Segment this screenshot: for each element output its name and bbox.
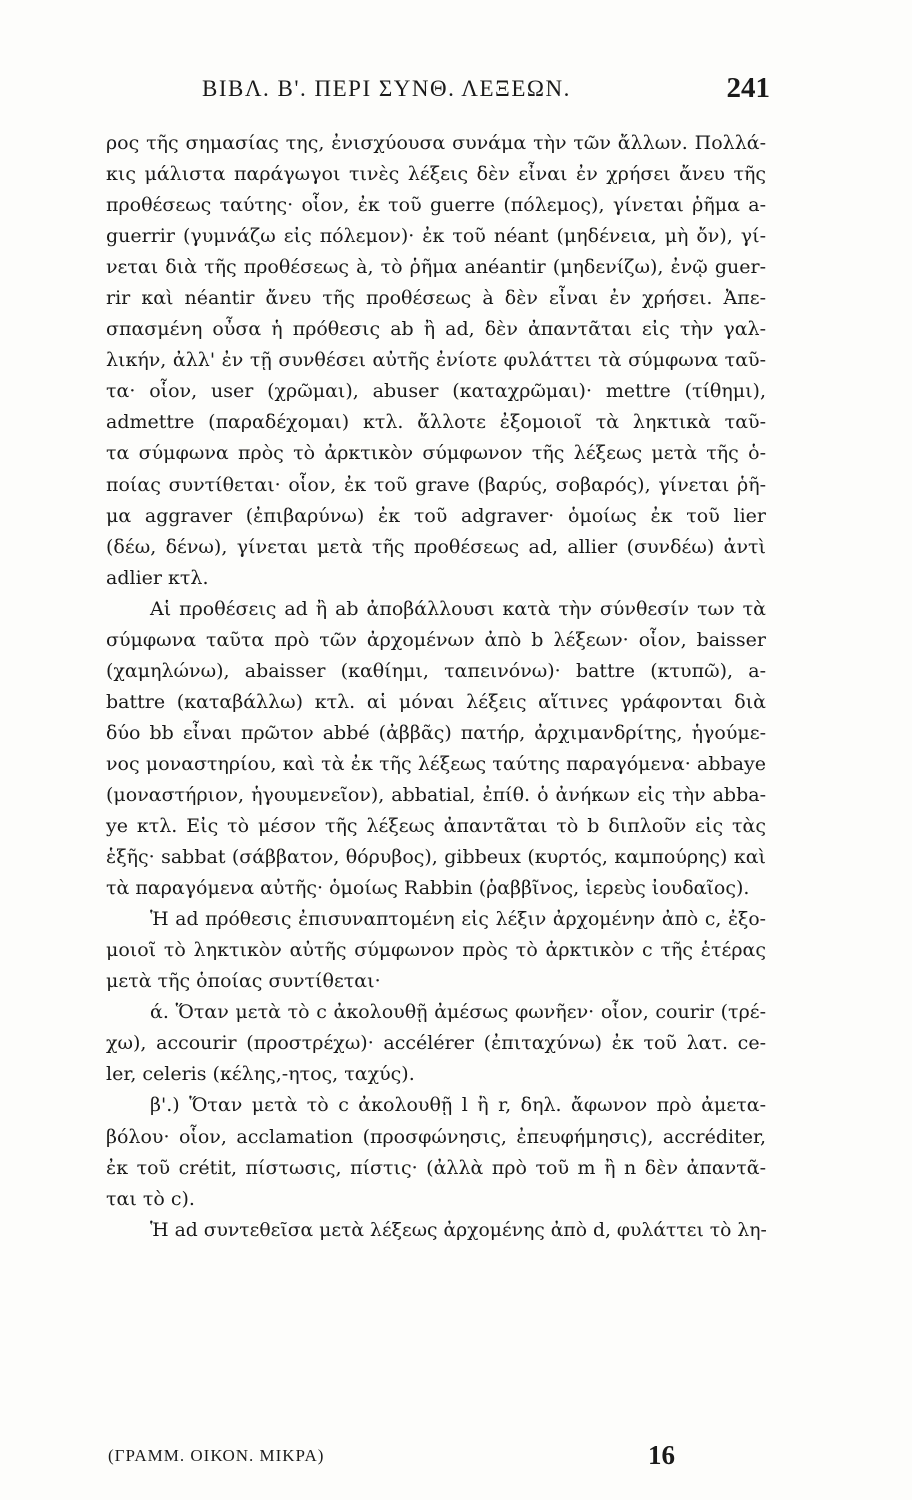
- text-line: (χαμηλώνω), abaisser (καθίημι, ταπεινόνω)· battre (κτυπῶ), a-: [106, 659, 766, 682]
- page-number: 241: [726, 72, 770, 104]
- text-line: μοιοῖ τὸ ληκτικὸν αὐτῆς σύμφωνον πρὸς τὸ ἀρκτικὸν c τῆς ἑτέρας: [106, 939, 766, 962]
- text-line: τα σύμφωνα πρὸς τὸ ἀρκτικὸν σύμφωνον τῆς λέξεως μετὰ τῆς ὁ-: [106, 442, 766, 465]
- text-line: battre (καταβάλλω) κτλ. αἱ μόναι λέξεις αἵτινες γράφονται διὰ: [106, 690, 766, 713]
- text-line: ται τὸ c).: [106, 1187, 195, 1210]
- text-line: guerrir (γυμνάζω εἰς πόλεμον)· ἐκ τοῦ néant (μηδένεια, μὴ ὄν), γί-: [106, 225, 766, 248]
- text-line: τὰ παραγόμενα αὐτῆς· ὁμοίως Rabbin (ῥαββῖνος, ἱερεὺς ἰουδαῖος).: [106, 877, 750, 900]
- text-line: ye κτλ. Εἰς τὸ μέσον τῆς λέξεως ἀπαντᾶται τὸ b διπλοῦν εἰς τὰς: [106, 815, 766, 838]
- page-footer: [106, 1440, 766, 1476]
- text-line: βόλου· οἷον, acclamation (προσφώνησις, ἐπευφήμησις), accréditer,: [106, 1125, 766, 1148]
- paragraph-start-line: Ἡ ad συντεθεῖσα μετὰ λέξεως ἀρχομένης ἀπὸ d, φυλάττει τὸ λη-: [150, 1219, 767, 1241]
- signature-number: 16: [648, 1440, 675, 1470]
- text-line: σύμφωνα ταῦτα πρὸ τῶν ἀρχομένων ἀπὸ b λέξεων· οἷον, baisser: [106, 628, 766, 651]
- text-line: κις μάλιστα παράγωγοι τινὲς λέξεις δὲν εἶναι ἐν χρήσει ἄνευ τῆς: [106, 163, 766, 186]
- text-line: νος μοναστηρίου, καὶ τὰ ἐκ τῆς λέξεως ταύτης παραγόμενα· abbaye: [106, 752, 766, 775]
- printer-signature: (ΓΡΑΜΜ. ΟΙΚΟΝ. ΜΙΚΡΑ): [108, 1446, 325, 1465]
- text-line: προθέσεως ταύτης· οἷον, ἐκ τοῦ guerre (πόλεμος), γίνεται ῥῆμα a-: [106, 194, 766, 217]
- text-line: σπασμένη οὖσα ἡ πρόθεσις ab ἢ ad, δὲν ἀπαντᾶται εἰς τὴν γαλ-: [106, 318, 766, 341]
- text-line: ler, celeris (κέλης,-ητος, ταχύς).: [106, 1063, 415, 1086]
- text-line: (δέω, δένω), γίνεται μετὰ τῆς προθέσεως ad, allier (συνδέω) ἀντὶ: [106, 535, 766, 558]
- text-line: μα aggraver (ἐπιβαρύνω) ἐκ τοῦ adgraver· ὁμοίως ἐκ τοῦ lier: [106, 504, 766, 527]
- paragraph-start-line: Αἱ προθέσεις ad ἢ ab ἀποβάλλουσι κατὰ τὴν σύνθεσίν των τὰ: [150, 597, 766, 620]
- text-line: (μοναστήριον, ἡγουμενεῖον), abbatial, ἐπίθ. ὁ ἀνήκων εἰς τὴν abba-: [106, 783, 766, 806]
- paragraph-start-line: β'.) Ὅταν μετὰ τὸ c ἀκολουθῇ l ἢ r, δηλ. ἄφωνον πρὸ ἀμετα-: [150, 1094, 766, 1117]
- text-line: ἑξῆς· sabbat (σάββατον, θόρυβος), gibbeux (κυρτός, καμπούρης) καὶ: [106, 846, 766, 869]
- text-line: ἐκ τοῦ crétit, πίστωσις, πίστις· (ἀλλὰ πρὸ τοῦ m ἢ n δὲν ἀπαντᾶ-: [106, 1156, 766, 1179]
- body-text: [106, 128, 766, 1246]
- text-line: νεται διὰ τῆς προθέσεως à, τὸ ῥῆμα anéantir (μηδενίζω), ἐνῷ guer-: [106, 256, 766, 279]
- text-line: λικήν, ἀλλ' ἐν τῇ συνθέσει αὐτῆς ἐνίοτε φυλάττει τὰ σύμφωνα ταῦ-: [106, 349, 766, 372]
- paragraph-start-line: ά. Ὅταν μετὰ τὸ c ἀκολουθῇ ἀμέσως φωνῆεν· οἷον, courir (τρέ-: [150, 1001, 766, 1024]
- text-line: admettre (παραδέχομαι) κτλ. ἄλλοτε ἐξομοιοῖ τὰ ληκτικὰ ταῦ-: [106, 411, 766, 434]
- text-line: ποίας συντίθεται· οἷον, ἐκ τοῦ grave (βαρύς, σοβαρός), γίνεται ῥῆ-: [106, 473, 766, 496]
- running-title: ΒΙΒΛ. Β'. ΠΕΡΙ ΣΥΝΘ. ΛΕΞΕΩΝ.: [202, 76, 571, 101]
- text-line: χω), accourir (προστρέχω)· accélérer (ἐπιταχύνω) ἐκ τοῦ λατ. ce-: [106, 1032, 766, 1055]
- text-line: ρος τῆς σημασίας της, ἐνισχύουσα συνάμα τὴν τῶν ἄλλων. Πολλά-: [106, 132, 766, 154]
- paragraph-start-line: Ἡ ad πρόθεσις ἐπισυναπτομένη εἰς λέξιν ἀρχομένην ἀπὸ c, ἐξο-: [150, 909, 766, 931]
- text-line: rir καὶ néantir ἄνευ τῆς προθέσεως à δὲν εἶναι ἐν χρήσει. Ἀπε-: [106, 287, 766, 310]
- text-line: τα· οἷον, user (χρῶμαι), abuser (καταχρῶμαι)· mettre (τίθημι),: [106, 380, 766, 403]
- text-line: δύο bb εἶναι πρῶτον abbé (ἀββᾶς) πατήρ, ἀρχιμανδρίτης, ἡγούμε-: [106, 721, 766, 744]
- text-line: adlier κτλ.: [106, 566, 209, 589]
- page-header: [190, 72, 770, 112]
- text-line: μετὰ τῆς ὁποίας συντίθεται·: [106, 970, 381, 993]
